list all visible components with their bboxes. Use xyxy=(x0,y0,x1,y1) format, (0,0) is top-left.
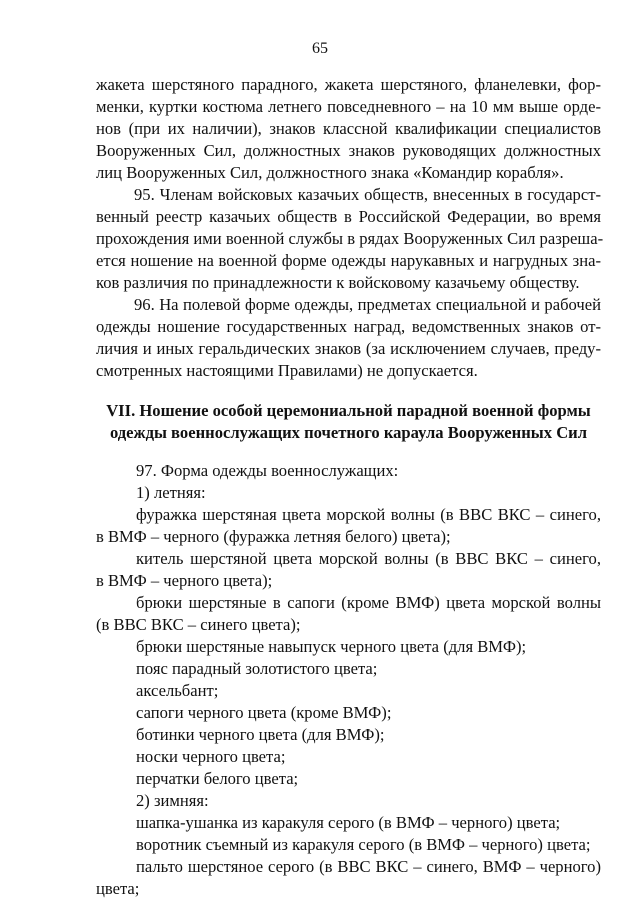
text-line: одежды ношение государственных наград, ведомственных знаков от- xyxy=(96,317,601,336)
list-item-cont: (в ВВС ВКС – синего цвета); xyxy=(96,615,301,634)
text-line: смотренных настоящими Правилами) не допускается. xyxy=(96,361,478,380)
list-item: носки черного цвета; xyxy=(136,747,286,766)
list-item: шапка-ушанка из каракуля серого (в ВМФ – черного) цвета; xyxy=(136,813,561,832)
text-line: прохождения ими военной службы в рядах Вооруженных Сил разреша- xyxy=(96,229,604,248)
text-line: 95. Членам войсковых казачьих обществ, внесенных в государст- xyxy=(134,185,601,204)
list-item: сапоги черного цвета (кроме ВМФ); xyxy=(136,703,392,722)
text-line: личия и иных геральдических знаков (за исключением случаев, преду- xyxy=(96,339,601,358)
list-item-cont: в ВМФ – черного цвета); xyxy=(96,571,273,590)
paragraph-96 xyxy=(96,294,601,382)
text-line: Вооруженных Сил, должностных знаков руководящих должностных xyxy=(96,141,601,160)
text-line: нов (при их наличии), знаков классной квалификации специалистов xyxy=(96,119,601,138)
list-item: брюки шерстяные навыпуск черного цвета (для ВМФ); xyxy=(136,637,527,656)
paragraph-97 xyxy=(96,460,601,900)
list-item-cont: цвета; xyxy=(96,879,140,898)
text-line: жакета шерстяного парадного, жакета шерстяного, фланелевки, фор- xyxy=(96,75,601,94)
list-item: ботинки черного цвета (для ВМФ); xyxy=(136,725,385,744)
text-line: ется ношение на военной форме одежды нарукавных и нагрудных зна- xyxy=(96,251,601,270)
intro-line: 97. Форма одежды военнослужащих: xyxy=(136,461,399,480)
section-heading xyxy=(96,400,601,444)
list-item-cont: в ВМФ – черного (фуражка летняя белого) цвета); xyxy=(96,527,451,546)
text-line: 96. На полевой форме одежды, предметах специальной и рабочей xyxy=(134,295,601,314)
list-item: пальто шерстяное серого (в ВВС ВКС – синего, ВМФ – черного) xyxy=(136,857,601,876)
list-item: перчатки белого цвета; xyxy=(136,769,299,788)
heading-line: одежды военнослужащих почетного караула Вооруженных Сил xyxy=(109,423,588,442)
list-item: фуражка шерстяная цвета морской волны (в ВВС ВКС – синего, xyxy=(136,505,601,524)
list-item: воротник съемный из каракуля серого (в ВМФ – черного) цвета; xyxy=(136,835,591,854)
list-item: брюки шерстяные в сапоги (кроме ВМФ) цвета морской волны xyxy=(136,593,601,612)
winter-label: 2) зимняя: xyxy=(136,791,209,810)
text-line: венный реестр казачьих обществ в Российской Федерации, во время xyxy=(96,207,601,226)
paragraph-95 xyxy=(96,184,604,294)
heading-line: VII. Ношение особой церемониальной парадной военной формы xyxy=(106,401,591,420)
text-line: менки, куртки костюма летнего повседневного – на 10 мм выше орде- xyxy=(96,97,601,116)
text-line: лиц Вооруженных Сил, должностного знака «Командир корабля». xyxy=(96,163,564,182)
page-number: 65 xyxy=(312,40,328,57)
paragraph-continuation xyxy=(96,74,601,184)
text-line: ков различия по принадлежности к войсковому казачьему обществу. xyxy=(96,273,580,292)
list-item: пояс парадный золотистого цвета; xyxy=(136,659,378,678)
list-item: китель шерстяной цвета морской волны (в ВВС ВКС – синего, xyxy=(136,549,601,568)
summer-label: 1) летняя: xyxy=(136,483,206,502)
list-item: аксельбант; xyxy=(136,681,219,700)
